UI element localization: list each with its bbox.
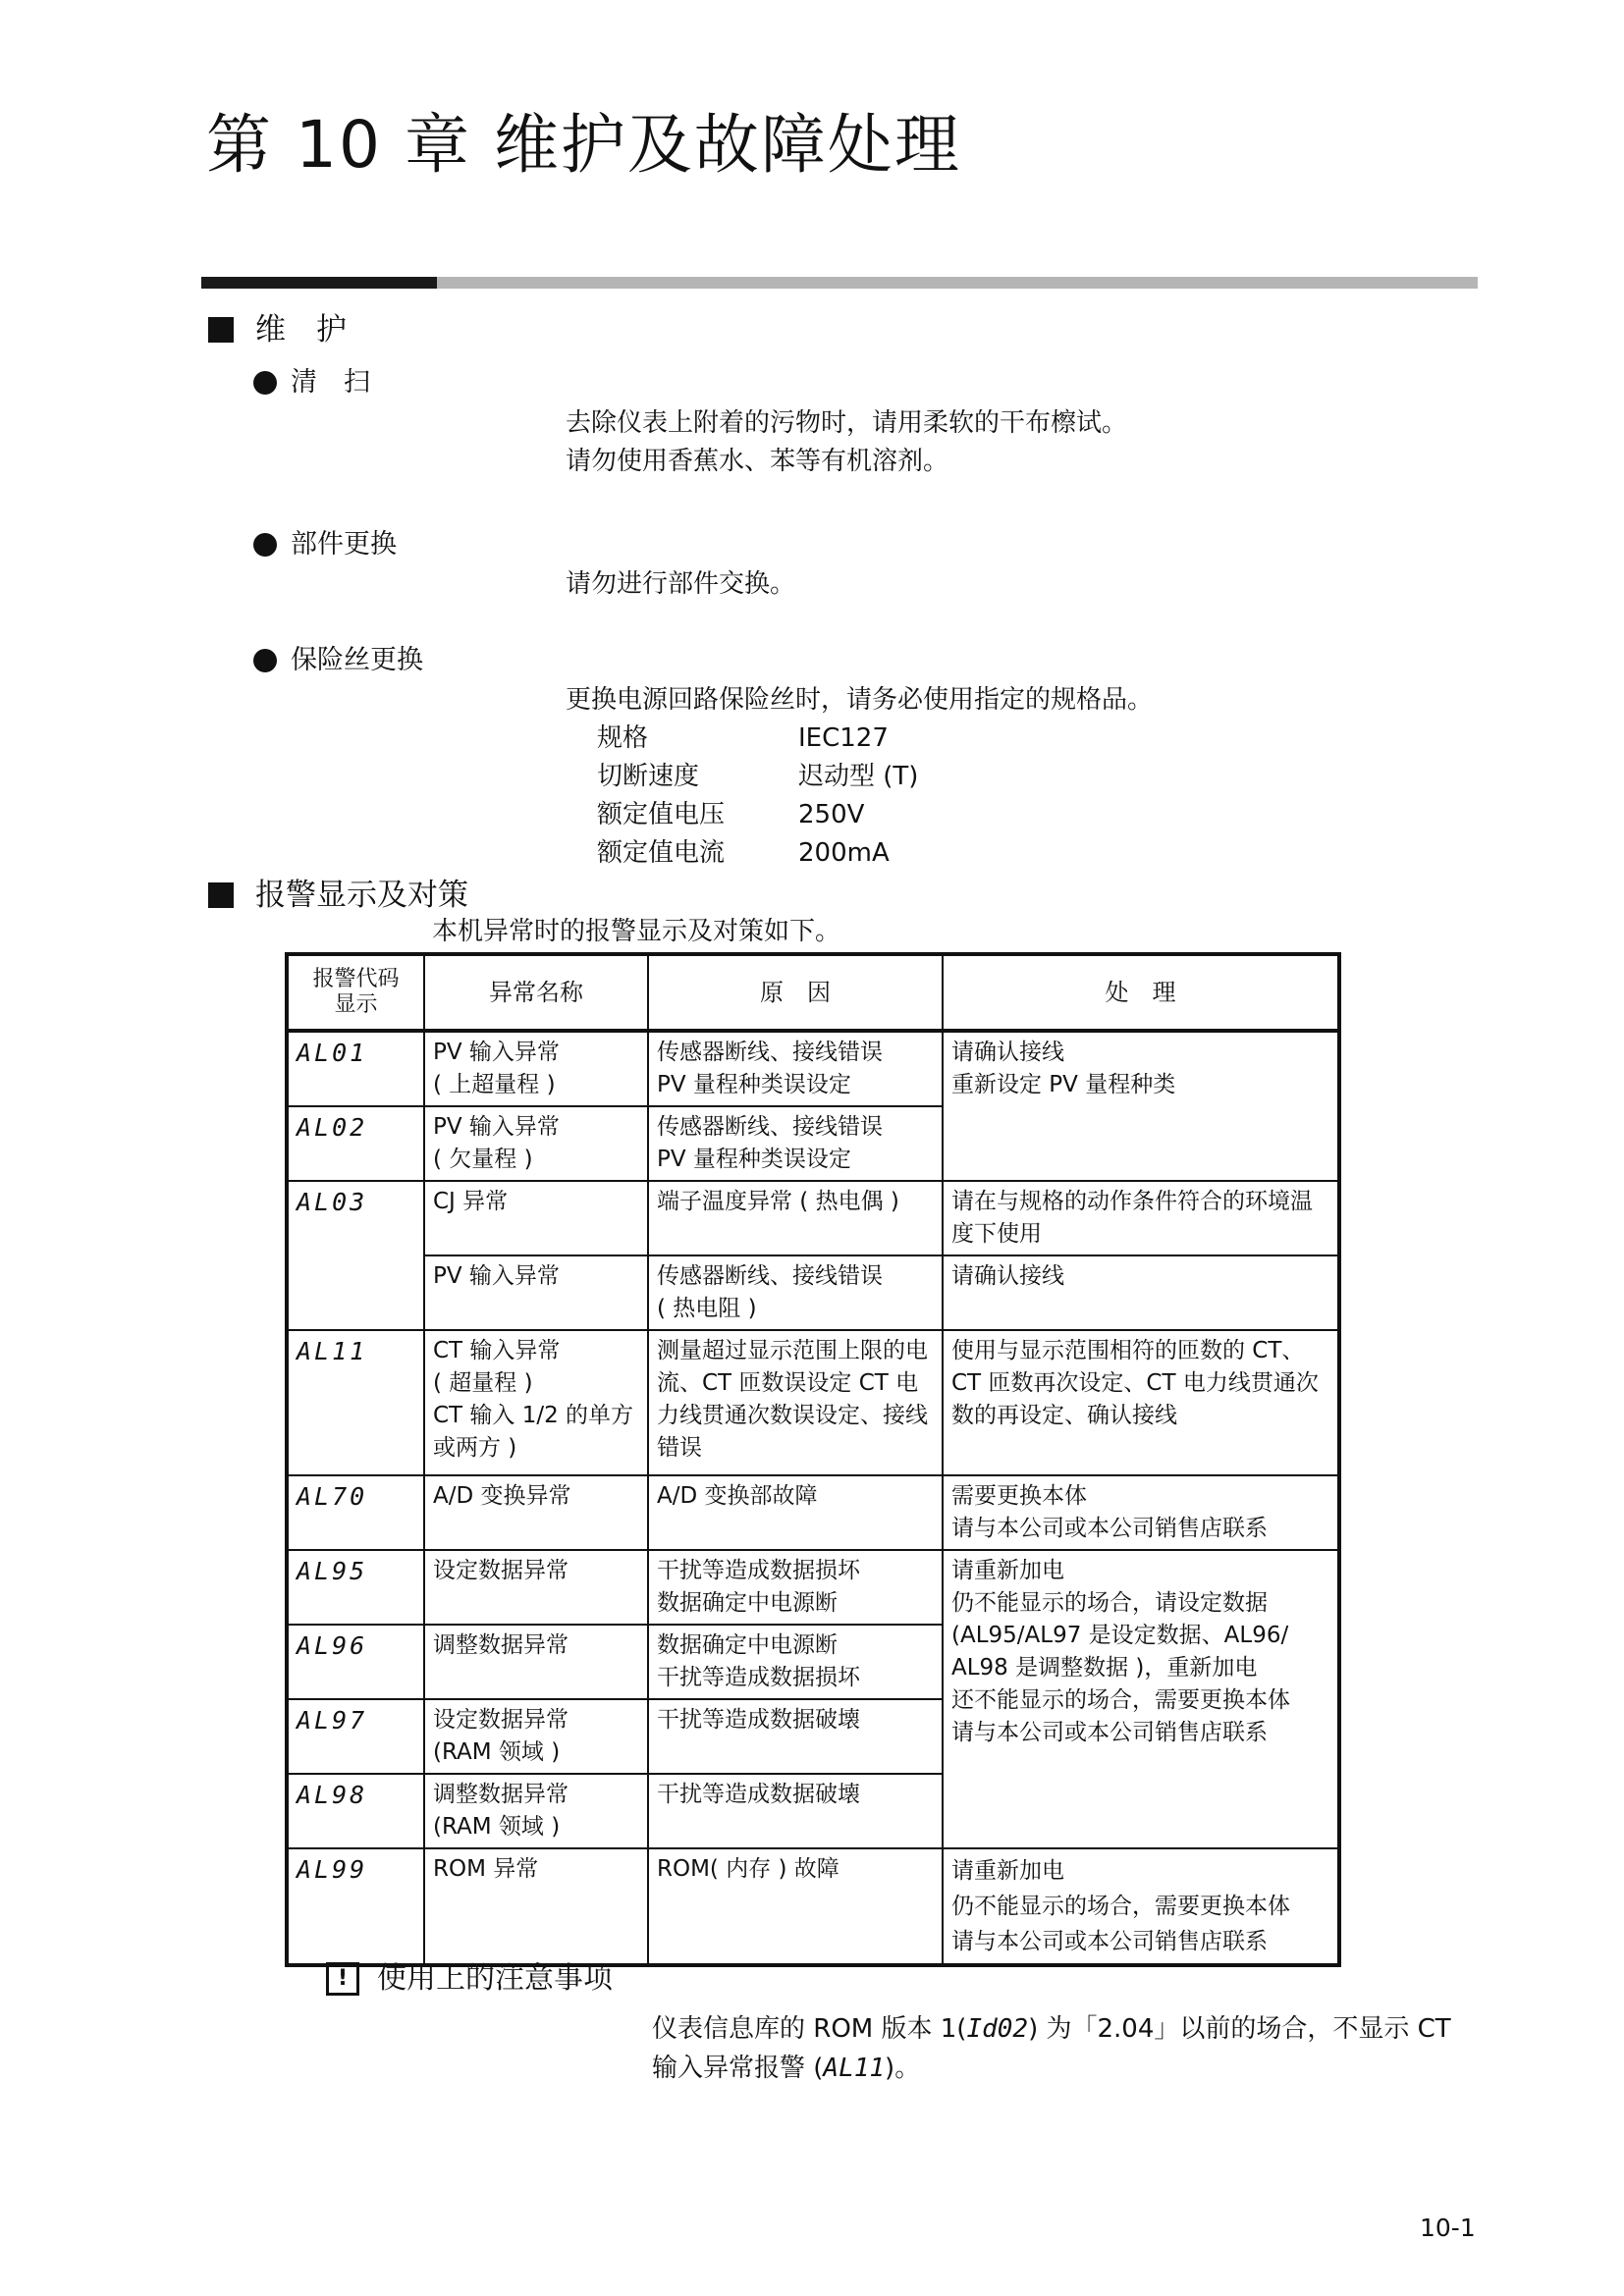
title-rule-accent	[201, 277, 437, 289]
alarm-code: AL99	[287, 1848, 424, 1965]
alarm-action: 请确认接线 重新设定 PV 量程种类	[943, 1031, 1339, 1181]
alarm-name: PV 输入异常	[424, 1255, 648, 1330]
note-text: )。	[885, 2054, 921, 2083]
header-name: 异常名称	[424, 954, 648, 1031]
alarm-cause: 传感器断线、接线错误 PV 量程种类误设定	[648, 1031, 943, 1106]
subsection-parts	[253, 527, 397, 562]
alarm-cause: A/D 变换部故障	[648, 1475, 943, 1550]
header-code: 报警代码 显示	[287, 954, 424, 1031]
note-text: 仪表信息库的 ROM 版本 1(	[652, 2014, 967, 2044]
warning-icon: !	[326, 1962, 359, 1996]
subsection-parts-label: 部件更换	[291, 529, 397, 560]
fuse-text: 更换电源回路保险丝时，请务必使用指定的规格品。	[566, 685, 1154, 715]
table-row	[287, 1475, 1339, 1550]
fuse-spec-row	[597, 720, 918, 758]
alarm-action: 请重新加电 仍不能显示的场合，需要更换本体 请与本公司或本公司销售店联系	[943, 1848, 1339, 1965]
table-row	[287, 1031, 1339, 1106]
square-bullet-icon	[208, 882, 234, 908]
table-row	[287, 1330, 1339, 1475]
header-cause: 原 因	[648, 954, 943, 1031]
section-maintenance	[208, 310, 347, 349]
alarm-name: PV 输入异常 ( 欠量程 )	[424, 1106, 648, 1181]
section-alarm	[208, 876, 468, 915]
note-code: AL11	[823, 2054, 886, 2083]
alarm-code: AL02	[287, 1106, 424, 1181]
alarm-name: 设定数据异常 (RAM 领域 )	[424, 1699, 648, 1774]
section-alarm-heading: 报警显示及对策	[255, 878, 468, 913]
subsection-fuse-label: 保险丝更换	[291, 645, 423, 675]
alarm-code: AL11	[287, 1330, 424, 1475]
circle-bullet-icon	[253, 533, 277, 557]
alarm-cause: 干扰等造成数据破壊	[648, 1774, 943, 1848]
alarm-action: 请确认接线	[943, 1255, 1339, 1330]
alarm-code: AL70	[287, 1475, 424, 1550]
alarm-cause: 测量超过显示范围上限的电流、CT 匝数误设定 CT 电力线贯通次数误设定、接线错误	[648, 1330, 943, 1475]
alarm-action: 需要更换本体 请与本公司或本公司销售店联系	[943, 1475, 1339, 1550]
fuse-spec-value: IEC127	[798, 723, 889, 753]
page-number: 10-1	[1420, 2214, 1476, 2242]
alarm-name: CJ 异常	[424, 1181, 648, 1255]
alarm-cause: 干扰等造成数据损坏 数据确定中电源断	[648, 1550, 943, 1625]
usage-note-heading-row	[326, 1959, 613, 1999]
cleaning-line: 请勿使用香蕉水、苯等有机溶剂。	[566, 447, 949, 476]
alarm-cause: ROM( 内存 ) 故障	[648, 1848, 943, 1965]
alarm-cause: 端子温度异常 ( 热电偶 )	[648, 1181, 943, 1255]
alarm-name: ROM 异常	[424, 1848, 648, 1965]
fuse-spec-row	[597, 758, 918, 796]
fuse-spec-list	[597, 720, 918, 873]
circle-bullet-icon	[253, 371, 277, 395]
table-row	[287, 1550, 1339, 1625]
alarm-code: AL98	[287, 1774, 424, 1848]
subsection-cleaning	[253, 365, 370, 400]
alarm-code: AL03	[287, 1181, 424, 1330]
alarm-name: CT 输入异常 ( 超量程 ) CT 输入 1/2 的单方或两方 )	[424, 1330, 648, 1475]
cleaning-line: 去除仪表上附着的污物时，请用柔软的干布檫试。	[566, 408, 1128, 438]
usage-note-line	[652, 2049, 1496, 2088]
section-maintenance-heading: 维 护	[255, 312, 347, 347]
alarm-intro: 本机异常时的报警显示及对策如下。	[432, 917, 841, 946]
usage-note-text	[652, 2009, 1496, 2088]
alarm-code: AL97	[287, 1699, 424, 1774]
alarm-code: AL95	[287, 1550, 424, 1625]
alarm-action: 请在与规格的动作条件符合的环境温度下使用	[943, 1181, 1339, 1255]
alarm-name: 调整数据异常	[424, 1625, 648, 1699]
fuse-spec-row	[597, 796, 918, 834]
circle-bullet-icon	[253, 649, 277, 672]
alarm-cause: 传感器断线、接线错误 ( 热电阻 )	[648, 1255, 943, 1330]
note-code: Id02	[966, 2014, 1029, 2044]
alarm-code: AL01	[287, 1031, 424, 1106]
usage-note-line	[652, 2009, 1496, 2049]
fuse-spec-key: 额定值电流	[597, 838, 726, 868]
subsection-fuse	[253, 643, 423, 678]
chapter-title: 第 10 章 维护及故障处理	[206, 107, 961, 183]
alarm-name: PV 输入异常 ( 上超量程 )	[424, 1031, 648, 1106]
alarm-code: AL96	[287, 1625, 424, 1699]
note-text: ) 为「2.04」以前的场合，不显示 CT	[1028, 2014, 1451, 2044]
alarm-cause: 数据确定中电源断 干扰等造成数据损坏	[648, 1625, 943, 1699]
fuse-spec-key: 额定值电压	[597, 800, 726, 829]
header-action: 处 理	[943, 954, 1339, 1031]
fuse-spec-value: 200mA	[798, 838, 890, 868]
fuse-spec-value: 迟动型 (T)	[798, 762, 919, 791]
fuse-spec-row	[597, 834, 918, 873]
note-text: 输入异常报警 (	[652, 2054, 824, 2083]
alarm-name: 调整数据异常 (RAM 领域 )	[424, 1774, 648, 1848]
fuse-spec-key: 切断速度	[597, 762, 700, 791]
table-row	[287, 1181, 1339, 1255]
alarm-table-header-row	[287, 954, 1339, 1031]
subsection-cleaning-label: 清 扫	[291, 367, 370, 398]
table-row	[287, 1848, 1339, 1965]
usage-note-heading: 使用上的注意事项	[377, 1961, 613, 1996]
fuse-spec-value: 250V	[798, 800, 865, 829]
alarm-name: A/D 变换异常	[424, 1475, 648, 1550]
title-rule	[201, 277, 1478, 289]
table-row	[287, 1255, 1339, 1330]
alarm-table	[285, 952, 1341, 1967]
alarm-cause: 干扰等造成数据破壊	[648, 1699, 943, 1774]
cleaning-text	[566, 404, 1127, 481]
fuse-spec-key: 规格	[597, 723, 649, 753]
parts-line: 请勿进行部件交换。	[566, 569, 796, 599]
parts-text	[566, 565, 795, 604]
square-bullet-icon	[208, 317, 234, 343]
alarm-cause: 传感器断线、接线错误 PV 量程种类误设定	[648, 1106, 943, 1181]
alarm-name: 设定数据异常	[424, 1550, 648, 1625]
alarm-action: 使用与显示范围相符的匝数的 CT、CT 匝数再次设定、CT 电力线贯通次数的再设定、确认接线	[943, 1330, 1339, 1475]
alarm-action: 请重新加电 仍不能显示的场合，请设定数据 (AL95/AL97 是设定数据、AL96/ AL98 是调整数据 )，重新加电 还不能显示的场合，需要更换本体 请与本公司或本公司销售店联系	[943, 1550, 1339, 1848]
